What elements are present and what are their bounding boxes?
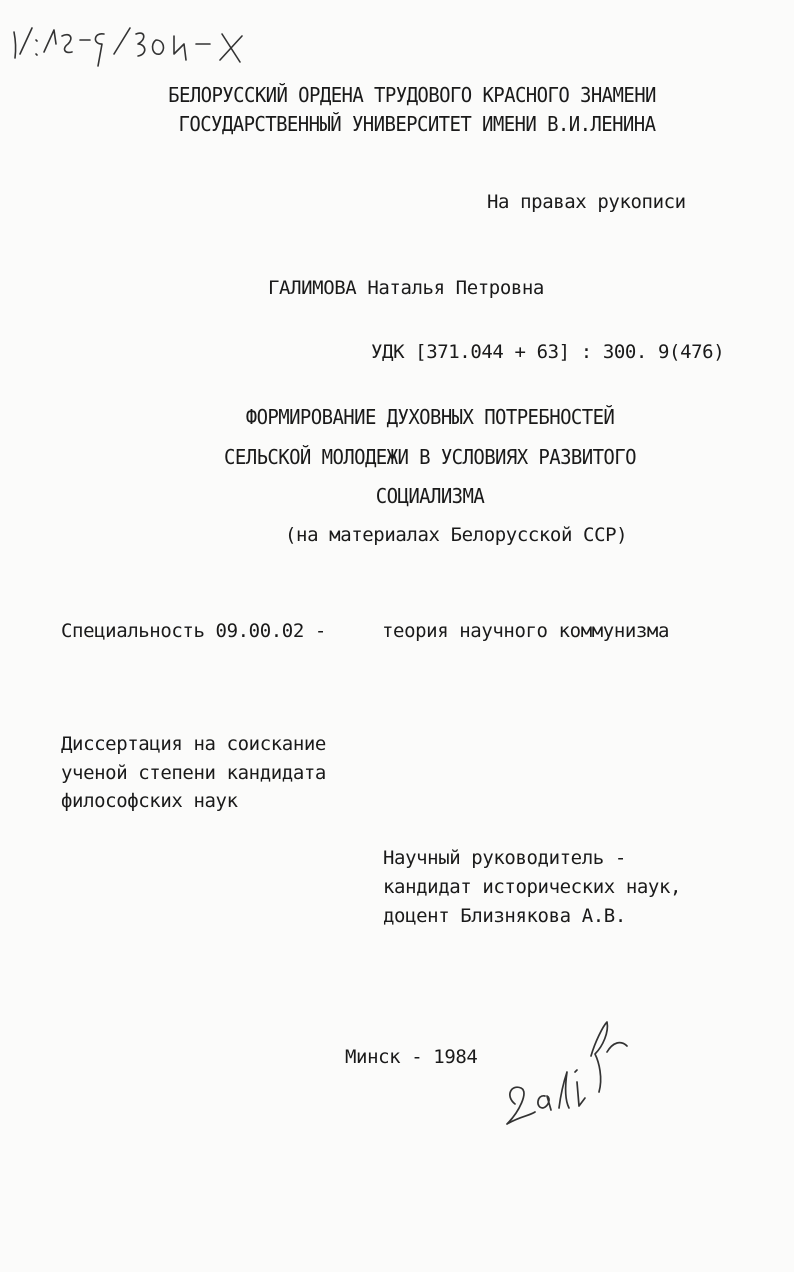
udc-code: УДК [371.044 + 63] : 300. 9(476) <box>371 341 725 363</box>
title-line-1: ФОРМИРОВАНИЕ ДУХОВНЫХ ПОТРЕБНОСТЕЙ <box>245 405 615 430</box>
title-subtitle: (на материалах Белорусской ССР) <box>285 524 628 546</box>
rights-note: На правах рукописи <box>487 191 686 213</box>
title-line-2: СЕЛЬСКОЙ МОЛОДЕЖИ В УСЛОВИЯХ РАЗВИТОГО <box>224 445 636 470</box>
supervisor-line-2: кандидат исторических наук, <box>383 876 682 898</box>
author-name: ГАЛИМОВА Наталья Петровна <box>268 277 544 299</box>
dissertation-line-1: Диссертация на соискание <box>61 733 326 755</box>
signature: Галиб <box>495 1012 499 1013</box>
signature-handwriting <box>495 1012 645 1132</box>
dissertation-line-3: философских наук <box>61 790 238 812</box>
institution-line-1: БЕЛОРУССКИЙ ОРДЕНА ТРУДОВОГО КРАСНОГО ЗНАМЕНИ <box>168 83 656 108</box>
archive-note-handwriting <box>6 14 276 76</box>
dissertation-line-2: ученой степени кандидата <box>61 762 326 784</box>
specialty-label: Специальность 09.00.02 - <box>61 620 326 642</box>
supervisor-line-1: Научный руководитель - <box>383 847 626 869</box>
place-year: Минск - 1984 <box>345 1046 478 1068</box>
title-line-3: СОЦИАЛИЗМА <box>375 484 485 509</box>
archive-note: Д/:85-9/504-Х <box>6 14 14 15</box>
supervisor-line-3: доцент Близнякова А.В. <box>383 905 626 927</box>
specialty-name: теория научного коммунизма <box>382 620 670 642</box>
institution-line-2: ГОСУДАРСТВЕННЫЙ УНИВЕРСИТЕТ ИМЕНИ В.И.ЛЕНИНА <box>178 112 656 137</box>
